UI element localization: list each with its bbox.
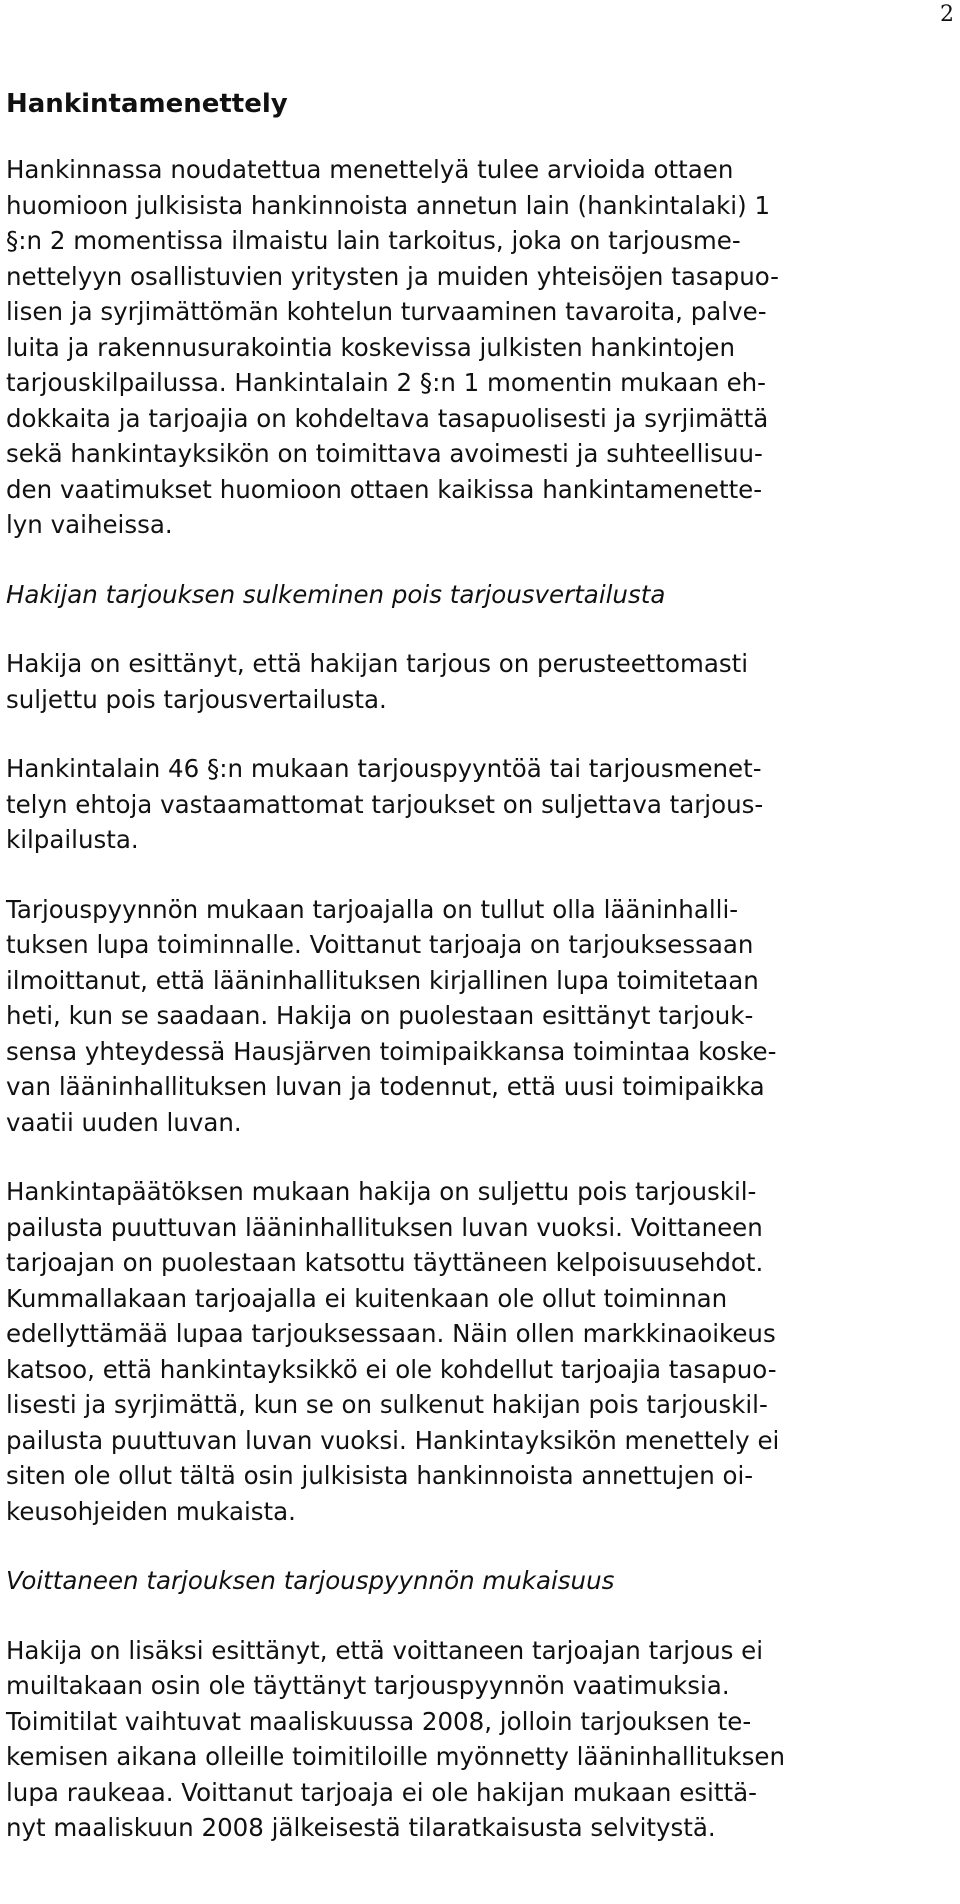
text-line: sekä hankintayksikön on toimittava avoimesti ja suhteellisuu- <box>6 439 763 468</box>
text-line: pailusta puuttuvan luvan vuoksi. Hankintayksikön menettely ei <box>6 1425 780 1455</box>
text-line: Hankintapäätöksen mukaan hakija on suljettu pois tarjouskil- <box>6 1177 757 1206</box>
text-line: nettelyyn osallistuvien yritysten ja muiden yhteisöjen tasapuo- <box>6 261 780 291</box>
text-line: pailusta puuttuvan lääninhallituksen luvan vuoksi. Voittaneen <box>6 1212 763 1242</box>
text-line: Hankintalain 46 §:n mukaan tarjouspyyntöä tai tarjousmenet- <box>6 754 762 783</box>
text-line: keusohjeiden mukaista. <box>6 1496 296 1526</box>
text-line: Hakija on lisäksi esittänyt, että voittaneen tarjoajan tarjous ei <box>6 1635 764 1665</box>
paragraph <box>6 646 946 717</box>
text-line: lupa raukeaa. Voittanut tarjoaja ei ole hakijan mukaan esittä- <box>6 1777 757 1807</box>
text-line: siten ole ollut tältä osin julkisista hankinnoista annettujen oi- <box>6 1461 754 1490</box>
text-line: tarjoajan on puolestaan katsottu täyttäneen kelpoisuusehdot. <box>6 1248 764 1277</box>
text-line: Toimitilat vaihtuvat maaliskuussa 2008, jolloin tarjouksen te- <box>6 1706 752 1736</box>
text-line: heti, kun se saadaan. Hakija on puolestaan esittänyt tarjouk- <box>6 1001 754 1030</box>
text-line: sensa yhteydessä Hausjärven toimipaikkansa toimintaa koske- <box>6 1036 777 1066</box>
paragraph-container <box>6 152 946 1846</box>
text-line: vaatii uuden luvan. <box>6 1107 242 1137</box>
text-line: van lääninhallituksen luvan ja todennut, että uusi toimipaikka <box>6 1072 765 1101</box>
document-body <box>6 86 946 1880</box>
text-line: Voittaneen tarjouksen tarjouspyynnön mukaisuus <box>6 1566 615 1595</box>
paragraph <box>6 1633 946 1846</box>
text-line: Hakijan tarjouksen sulkeminen pois tarjousvertailusta <box>6 579 666 609</box>
text-line: huomioon julkisista hankinnoista annetun lain (hankintalaki) 1 <box>6 190 771 220</box>
text-line: kemisen aikana olleille toimitiloille myönnetty lääninhallituksen <box>6 1742 785 1771</box>
section-heading: Hankintamenettely <box>6 89 288 119</box>
text-line: den vaatimukset huomioon ottaen kaikissa hankintamenette- <box>6 474 763 504</box>
paragraph <box>6 751 946 858</box>
text-line: lisen ja syrjimättömän kohtelun turvaaminen tavaroita, palve- <box>6 297 767 326</box>
text-line: telyn ehtoja vastaamattomat tarjoukset on suljettava tarjous- <box>6 789 764 819</box>
text-line: ilmoittanut, että lääninhallituksen kirjallinen lupa toimitetaan <box>6 965 759 995</box>
text-line: kilpailusta. <box>6 825 139 854</box>
text-line: lisesti ja syrjimättä, kun se on sulkenut hakijan pois tarjouskil- <box>6 1390 768 1419</box>
text-line: muiltakaan osin ole täyttänyt tarjouspyynnön vaatimuksia. <box>6 1671 730 1700</box>
page-number: 2 <box>940 2 954 27</box>
paragraph <box>6 1174 946 1529</box>
text-line: Hakija on esittänyt, että hakijan tarjous on perusteettomasti <box>6 649 749 678</box>
text-line: Kummallakaan tarjoajalla ei kuitenkaan ole ollut toiminnan <box>6 1283 728 1313</box>
text-line: edellyttämää lupaa tarjouksessaan. Näin ollen markkinaoikeus <box>6 1319 776 1348</box>
text-line: lyn vaiheissa. <box>6 510 173 539</box>
text-line: Hankinnassa noudatettua menettelyä tulee arvioida ottaen <box>6 155 734 184</box>
paragraph <box>6 152 946 543</box>
text-line: Tarjouspyynnön mukaan tarjoajalla on tullut olla lääninhalli- <box>6 894 739 924</box>
paragraph <box>6 892 946 1141</box>
text-line: luita ja rakennusurakointia koskevissa julkisten hankintojen <box>6 332 736 362</box>
text-line: §:n 2 momentissa ilmaistu lain tarkoitus, joka on tarjousme- <box>6 226 741 255</box>
text-line: tuksen lupa toiminnalle. Voittanut tarjoaja on tarjouksessaan <box>6 930 754 959</box>
text-line: tarjouskilpailussa. Hankintalain 2 §:n 1 momentin mukaan eh- <box>6 368 767 397</box>
subsection-heading <box>6 577 946 613</box>
text-line: dokkaita ja tarjoajia on kohdeltava tasapuolisesti ja syrjimättä <box>6 403 769 433</box>
subsection-heading <box>6 1563 946 1599</box>
text-line: katsoo, että hankintayksikkö ei ole kohdellut tarjoajia tasapuo- <box>6 1354 777 1384</box>
text-line: nyt maaliskuun 2008 jälkeisestä tilaratkaisusta selvitystä. <box>6 1813 716 1842</box>
text-line: suljettu pois tarjousvertailusta. <box>6 684 387 714</box>
